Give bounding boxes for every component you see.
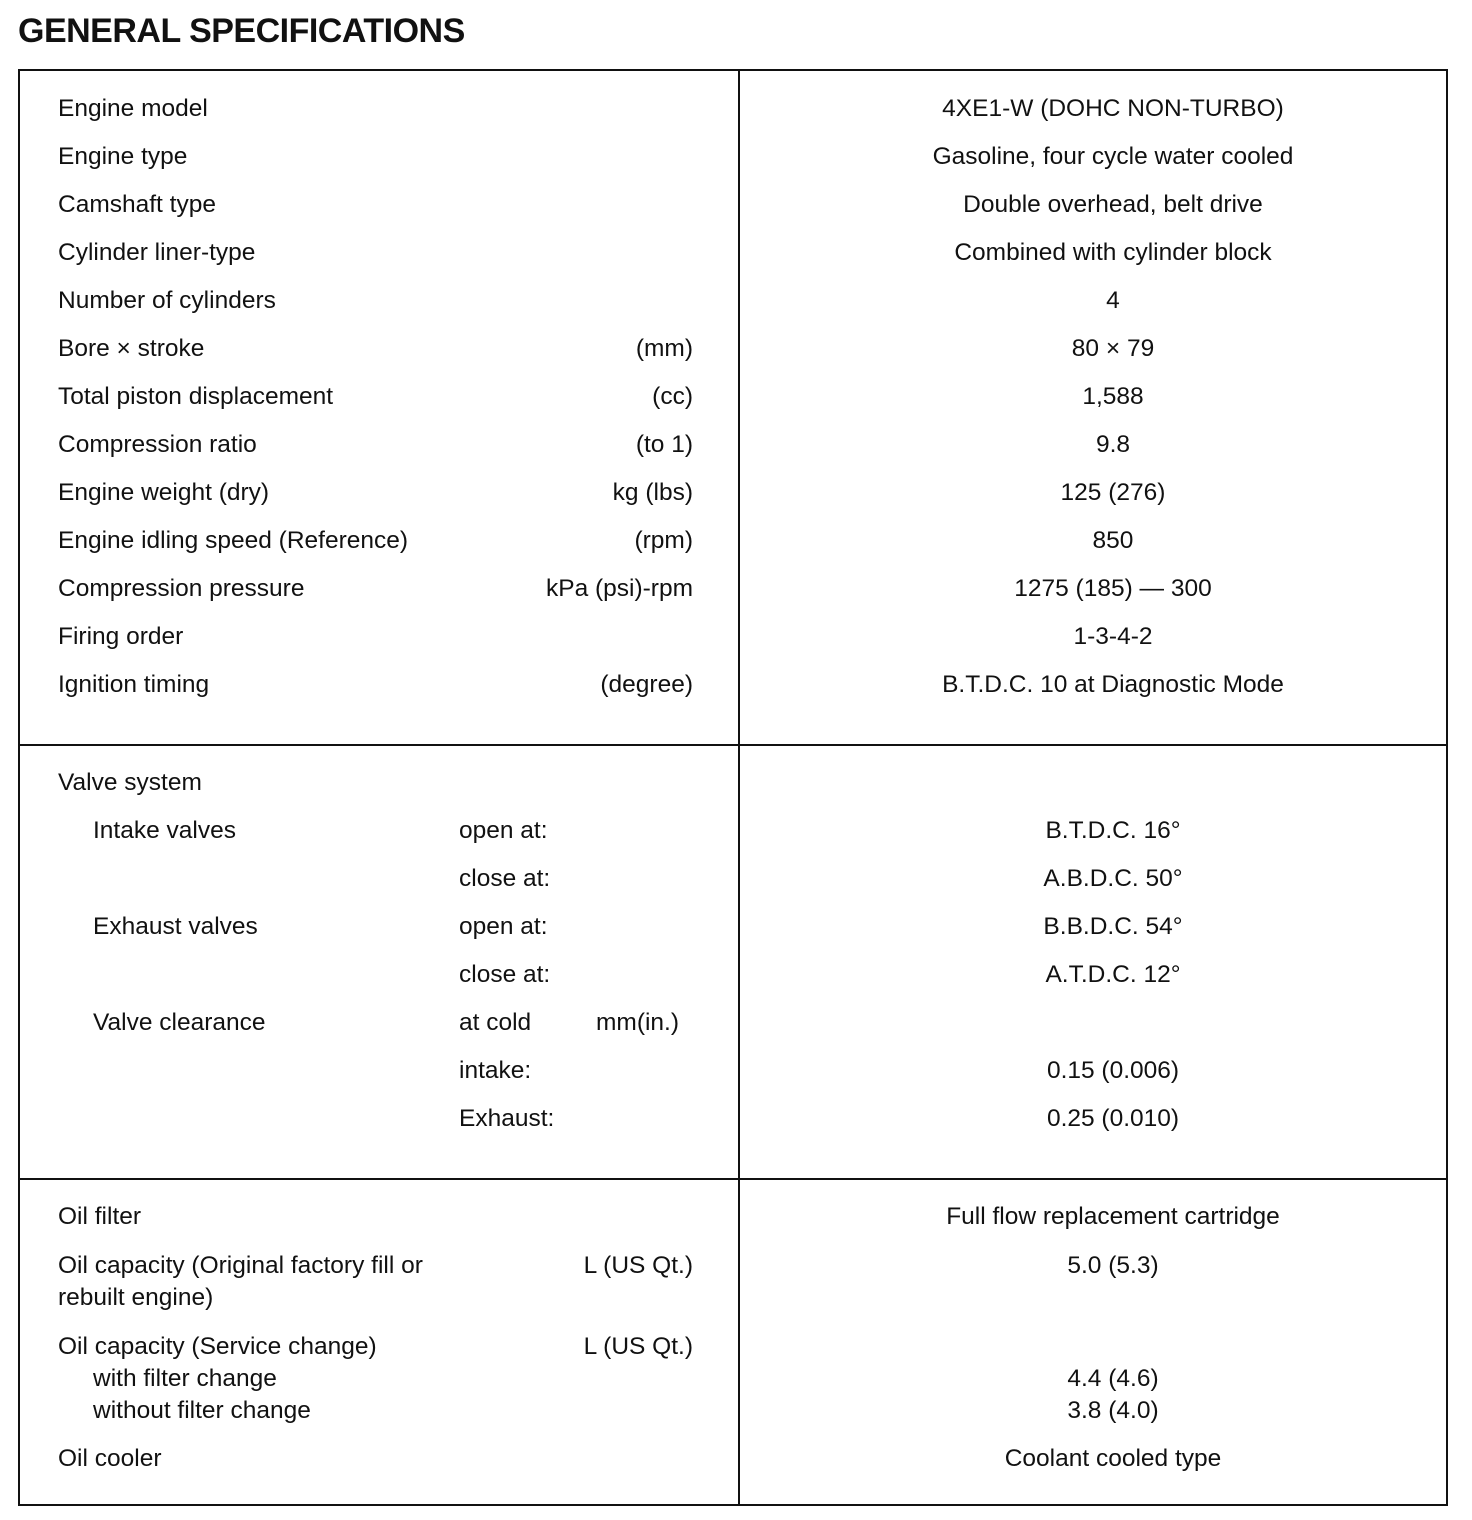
spec-value: 9.8 [1095,431,1131,458]
spec-table [18,69,1448,1506]
spec-unit: L (US Qt.) [583,1252,693,1279]
spec-value: Double overhead, belt drive [963,191,1263,218]
spec-unit: (rpm) [634,527,693,554]
spec-label: Valve clearance [93,1009,266,1036]
spec-label: rebuilt engine) [58,1284,214,1311]
spec-value: 850 [1092,527,1134,554]
spec-value: 1-3-4-2 [1073,623,1153,650]
spec-value: 80 × 79 [1071,335,1155,362]
spec-label: Oil filter [58,1203,142,1230]
spec-condition: close at: [459,865,551,892]
spec-value: A.B.D.C. 50° [1043,865,1183,892]
spec-unit: L (US Qt.) [583,1333,693,1360]
spec-condition: Exhaust: [459,1105,555,1132]
spec-label: Oil capacity (Service change) [58,1333,377,1360]
spec-label: Engine model [58,95,208,122]
section-divider [20,744,1446,746]
spec-unit: (degree) [600,671,693,698]
spec-label: Number of cylinders [58,287,276,314]
spec-value: Combined with cylinder block [954,239,1272,266]
spec-condition: open at: [459,817,548,844]
spec-unit: (mm) [635,335,693,362]
spec-unit: mm(in.) [596,1009,680,1036]
spec-value: 3.8 (4.0) [1067,1397,1159,1424]
spec-value: 1275 (185) — 300 [1014,575,1212,602]
spec-value: 125 (276) [1060,479,1166,506]
section-heading: Valve system [58,769,202,796]
spec-unit: kg (lbs) [612,479,693,506]
spec-value: 1,588 [1082,383,1144,410]
spec-value: B.B.D.C. 54° [1043,913,1183,940]
spec-value: 4 [1106,287,1120,314]
spec-label: Total piston displacement [58,383,334,410]
spec-condition: open at: [459,913,548,940]
spec-label: Engine type [58,143,188,170]
spec-label: Cylinder liner-type [58,239,256,266]
spec-label: Exhaust valves [93,913,258,940]
spec-label: Intake valves [93,817,236,844]
spec-unit: (cc) [652,383,693,410]
spec-label: Firing order [58,623,184,650]
spec-value: Gasoline, four cycle water cooled [932,143,1294,170]
spec-label: Oil capacity (Original factory fill or [58,1252,423,1279]
spec-label: Engine weight (dry) [58,479,270,506]
section-divider [20,1178,1446,1180]
spec-label: without filter change [93,1397,311,1424]
spec-condition: at cold [459,1009,532,1036]
spec-condition: intake: [459,1057,532,1084]
spec-label: Bore × stroke [58,335,205,362]
spec-value: 0.15 (0.006) [1046,1057,1180,1084]
spec-value: A.T.D.C. 12° [1045,961,1181,988]
spec-unit: (to 1) [635,431,693,458]
spec-label: Engine idling speed (Reference) [58,527,409,554]
spec-unit: kPa (psi)-rpm [545,575,693,602]
spec-label: Oil cooler [58,1445,162,1472]
spec-value: 4.4 (4.6) [1067,1365,1159,1392]
spec-value: B.T.D.C. 16° [1045,817,1181,844]
spec-value: Full flow replacement cartridge [946,1203,1280,1230]
spec-label: Compression ratio [58,431,257,458]
spec-value: 0.25 (0.010) [1046,1105,1180,1132]
spec-value: 5.0 (5.3) [1067,1252,1159,1279]
spec-condition: close at: [459,961,551,988]
spec-label: Ignition timing [58,671,210,698]
spec-value: B.T.D.C. 10 at Diagnostic Mode [942,671,1284,698]
spec-label: Camshaft type [58,191,216,218]
spec-value: Coolant cooled type [1004,1445,1222,1472]
spec-label: with filter change [93,1365,277,1392]
page-title: GENERAL SPECIFICATIONS [18,12,465,50]
spec-value: 4XE1-W (DOHC NON-TURBO) [942,95,1284,122]
spec-label: Compression pressure [58,575,305,602]
